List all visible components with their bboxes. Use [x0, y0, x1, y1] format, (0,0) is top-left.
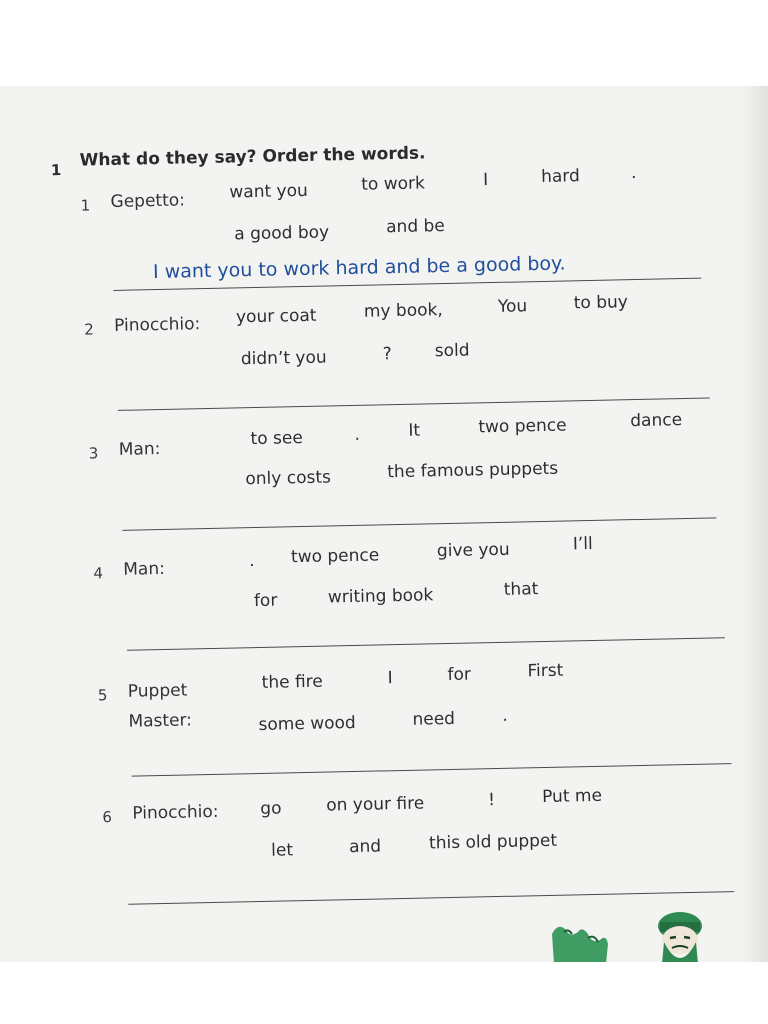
item-speaker: Gepetto:: [110, 190, 186, 212]
word-card: need: [412, 708, 456, 730]
exercise-title: What do they say? Order the words.: [79, 143, 426, 171]
item-speaker: Man:: [123, 558, 166, 580]
item-number: 6: [102, 808, 113, 827]
item-number: 2: [84, 320, 94, 339]
word-card: .: [630, 162, 637, 184]
word-card: and be: [385, 216, 445, 238]
item-number: 3: [88, 444, 99, 463]
word-card: It: [408, 420, 421, 441]
word-card: Put me: [541, 785, 603, 808]
word-card: a good boy: [234, 222, 330, 245]
word-card: for: [253, 590, 278, 612]
word-card: to see: [250, 428, 304, 450]
word-card: dance: [630, 410, 683, 432]
word-card: .: [354, 424, 361, 445]
word-card: my book,: [363, 300, 443, 322]
answer-line: [132, 763, 732, 777]
word-card: and: [348, 836, 382, 858]
worksheet-content: [0, 86, 768, 962]
item-number: 4: [93, 564, 104, 583]
word-card: this old puppet: [428, 830, 558, 854]
word-card: to work: [361, 173, 426, 195]
word-card: two pence: [478, 415, 567, 438]
word-card: to buy: [573, 292, 629, 314]
green-cartoon-illustration: [548, 904, 768, 962]
word-card: give you: [436, 539, 510, 562]
word-card: sold: [434, 340, 470, 362]
word-card: writing book: [327, 585, 434, 608]
word-card: First: [527, 660, 564, 682]
word-card: two pence: [290, 545, 380, 568]
word-card: the famous puppets: [387, 458, 559, 483]
item-speaker: Pinocchio:: [132, 801, 219, 824]
word-card: ?: [382, 344, 393, 365]
item-speaker-line-2: Master:: [128, 710, 193, 732]
word-card: for: [447, 664, 472, 686]
handwritten-answer: I want you to work hard and be a good boy.: [152, 252, 566, 284]
word-card: I: [387, 668, 393, 689]
item-speaker: Pinocchio:: [113, 314, 201, 336]
item-speaker-line-1: Puppet: [127, 680, 188, 702]
worksheet-page: [0, 86, 768, 962]
word-card: .: [248, 551, 255, 572]
word-card: go: [260, 798, 282, 819]
word-card: on your fire: [326, 793, 425, 816]
answer-line: [127, 637, 725, 651]
word-card: that: [503, 579, 539, 600]
word-card: I: [482, 170, 489, 191]
word-card: the fire: [261, 671, 323, 693]
answer-line: [122, 517, 716, 530]
word-card: want you: [229, 180, 308, 203]
word-card: didn’t you: [240, 347, 327, 370]
answer-line: [128, 891, 734, 905]
word-card: hard: [540, 166, 581, 187]
word-card: your coat: [235, 305, 317, 328]
item-speaker: Man:: [118, 439, 161, 460]
answer-line: [118, 397, 710, 410]
item-number: 1: [80, 196, 91, 215]
word-card: .: [502, 705, 509, 726]
word-card: some wood: [258, 712, 356, 736]
word-card: only costs: [245, 467, 332, 490]
item-number: 5: [97, 686, 108, 705]
word-card: You: [497, 296, 528, 317]
word-card: !: [487, 790, 496, 811]
word-card: let: [270, 840, 294, 861]
exercise-number: 1: [50, 161, 62, 180]
word-card: I’ll: [572, 533, 593, 555]
